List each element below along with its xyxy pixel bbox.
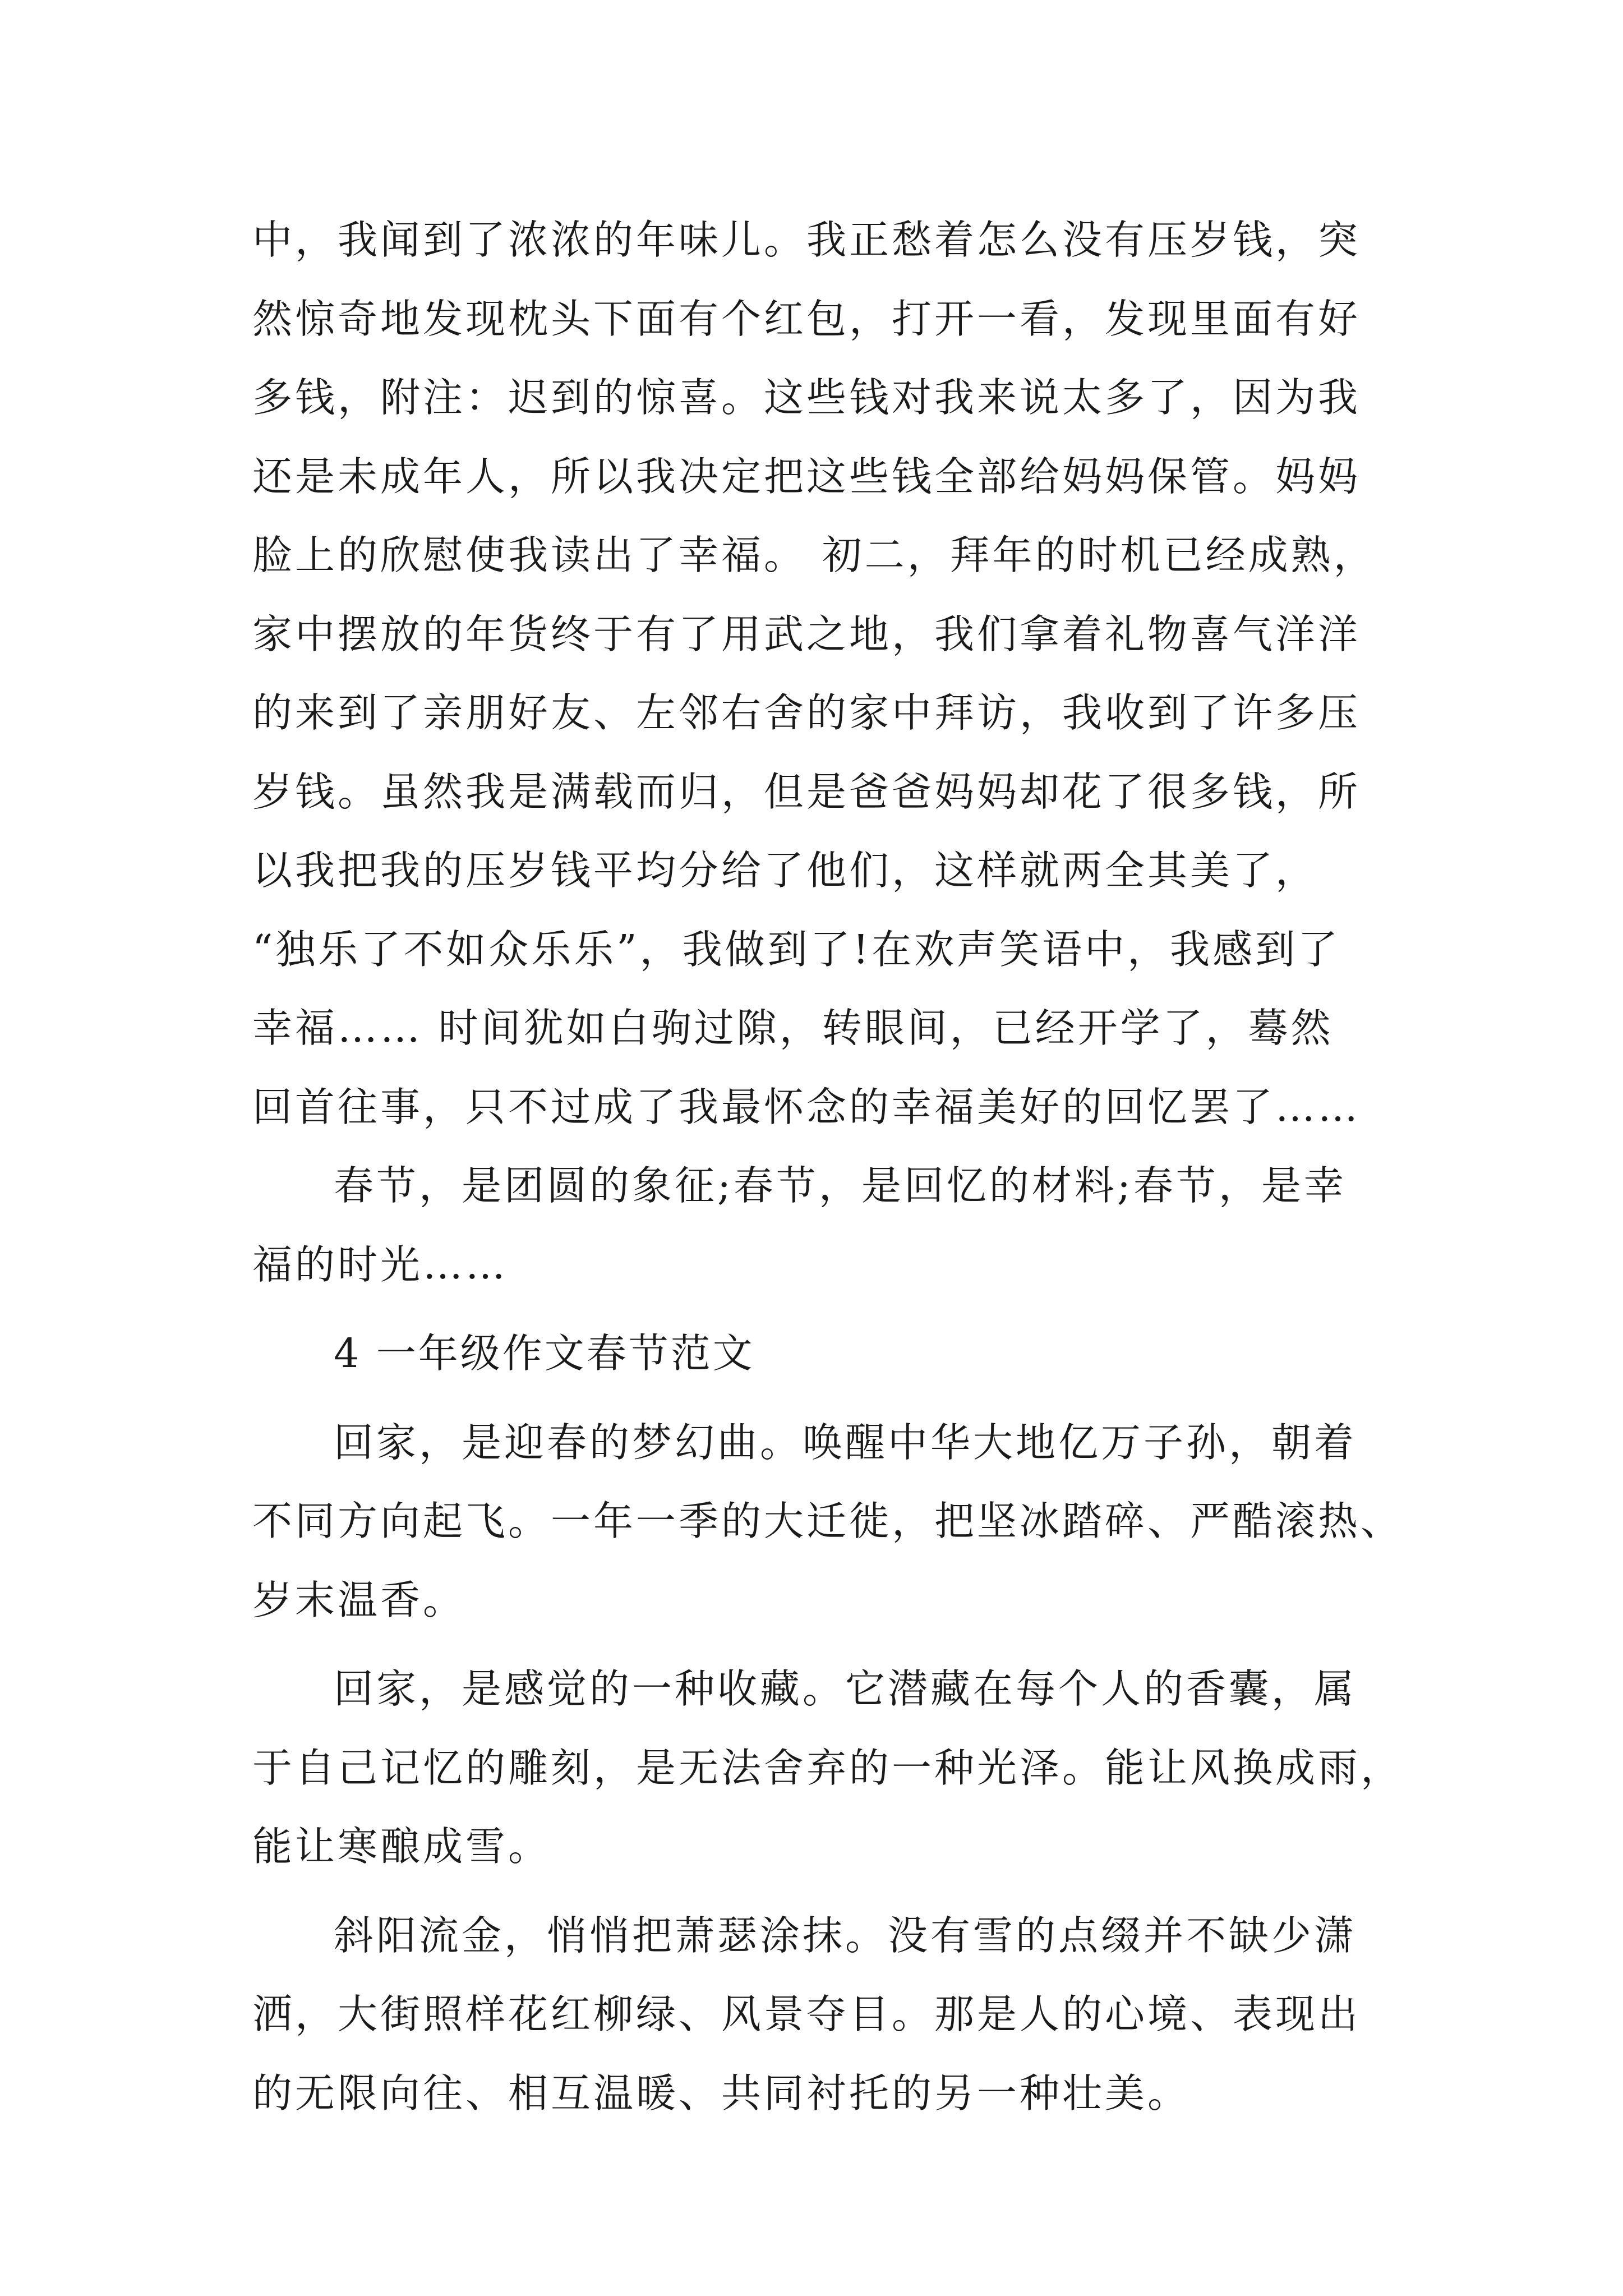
text-line: 多钱，附注：迟到的惊喜。这些钱对我来说太多了，因为我	[252, 374, 1361, 421]
paragraph-going-home-2	[252, 1650, 1404, 1887]
text-line: 还是未成年人，所以我决定把这些钱全部给妈妈保管。妈妈	[252, 453, 1361, 500]
text-line: 回首往事，只不过成了我最怀念的幸福美好的回忆罢了……	[252, 1083, 1361, 1130]
text-line: 斜阳流金，悄悄把萧瑟涂抹。没有雪的点缀并不缺少潇	[334, 1912, 1357, 1959]
text-line: 回家，是感觉的一种收藏。它潜藏在每个人的香囊，属	[334, 1665, 1357, 1712]
text-line: 于自己记忆的雕刻，是无法舍弃的一种光泽。能让风换成雨，	[252, 1744, 1404, 1791]
text-line: 不同方向起飞。一年一季的大迁徙，把坚冰踏碎、严酷滚热、	[252, 1498, 1404, 1544]
text-line: 回家，是迎春的梦幻曲。唤醒中华大地亿万子孙，朝着	[334, 1419, 1357, 1466]
paragraph-continuation	[252, 201, 1391, 1147]
paragraph-spring-festival-summary	[252, 1147, 1391, 1304]
section-heading: 4 一年级作文春节范文	[334, 1330, 755, 1377]
text-line: 岁末温香。	[252, 1576, 466, 1623]
text-line: 的来到了亲朋好友、左邻右舍的家中拜访，我收到了许多压	[252, 689, 1361, 736]
spacer	[252, 1393, 1391, 1404]
text-line: 春节，是团圆的象征;春节，是回忆的材料;春节，是幸	[334, 1162, 1347, 1209]
spacer	[252, 1640, 1391, 1650]
text-line: 家中摆放的年货终于有了用武之地，我们拿着礼物喜气洋洋	[252, 610, 1361, 657]
text-line: 岁钱。虽然我是满载而归，但是爸爸妈妈却花了很多钱，所	[252, 768, 1361, 815]
text-line: 幸福…… 时间犹如白驹过隙，转眼间，已经开学了，蓦然	[252, 1005, 1334, 1051]
text-line: 福的时光……	[252, 1241, 509, 1288]
paragraph-going-home-1	[252, 1404, 1404, 1640]
text-line: 能让寒酿成雪。	[252, 1823, 551, 1870]
text-line: 以我把我的压岁钱平均分给了他们，这样就两全其美了，	[252, 847, 1318, 894]
text-line: 脸上的欣慰使我读出了幸福。 初二，拜年的时机已经成熟，	[252, 532, 1376, 578]
text-line: 的无限向往、相互温暖、共同衬托的另一种壮美。	[252, 2069, 1191, 2116]
text-line: 洒，大街照样花红柳绿、风景夺目。那是人的心境、表现出	[252, 1991, 1361, 2037]
text-line: “独乐了不如众乐乐”，我做到了!在欢声笑语中，我感到了	[252, 926, 1341, 973]
spacer	[252, 1887, 1391, 1897]
text-line: 中，我闻到了浓浓的年味儿。我正愁着怎么没有压岁钱，突	[252, 217, 1361, 263]
document-body	[252, 201, 1404, 2133]
text-line: 然惊奇地发现枕头下面有个红包，打开一看，发现里面有好	[252, 295, 1361, 342]
paragraph-sunset	[252, 1897, 1391, 2133]
spacer	[252, 1304, 1391, 1314]
